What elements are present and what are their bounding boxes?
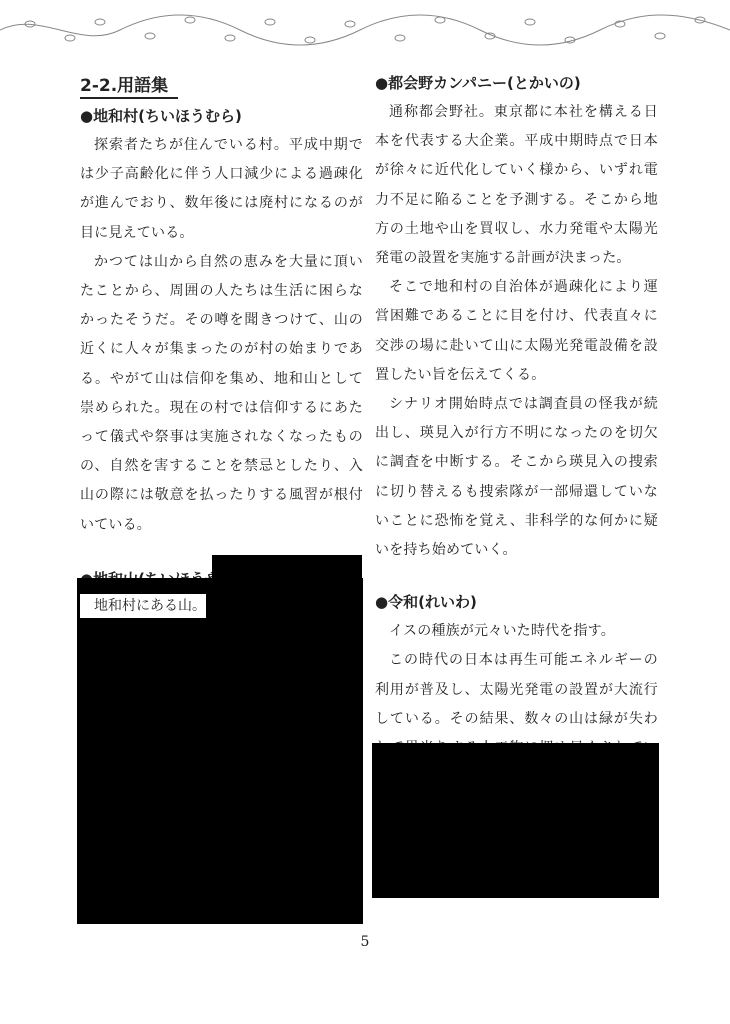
- term-heading-tokaino: ●都会野カンパニー(とかいの): [375, 74, 581, 92]
- term-line-chiwayama: 地和村にある山。: [80, 594, 206, 618]
- page-number: 5: [360, 934, 370, 950]
- term-paragraph: 探索者たちが住んでいる村。平成中期では少子高齢化に伴う人口減少による過疎化が進んでおり、数年後には廃村になるのが目に見えている。: [80, 137, 363, 241]
- term-paragraph: この時代の日本は再生可能エネルギーの利用が普及し、太陽光発電の設置が大流行している。その結果、数々の山は緑が失わ: [375, 652, 658, 727]
- term-paragraph: イスの種族が元々いた時代を指す。: [389, 623, 615, 640]
- term-paragraph: 通称都会野社。東京都に本社を構える日本を代表する大企業。平成中期時点で日本が徐々に近代化していく様から、いずれ電力不足に陥ることを予測する。そこから地方の土地や山を買収し、水力発電や太陽光発電の設置を実施する計画が決まった。: [375, 104, 658, 267]
- right-column: [375, 72, 658, 792]
- decorative-vine-border: [0, 0, 730, 60]
- redacted-block-left-top: [212, 555, 362, 580]
- term-heading-reiwa: ●令和(れいわ): [375, 593, 477, 612]
- term-paragraph: そこで地和村の自治体が過疎化により運営困難であることに目を付け、代表直々に交渉の場に赴いて山に太陽光発電設備を設置したい旨を伝えてくる。: [375, 279, 658, 383]
- left-column: [80, 72, 363, 618]
- redacted-block-left: [77, 578, 363, 924]
- term-paragraph: シナリオ開始時点では調査員の怪我が続出し、瑛見入が行方不明になったのを切欠に調査を中断する。そこから瑛見入の捜索に切り替えるも捜索隊が一部帰還していないことに恐怖を覚え、非科学的な何かに疑いを持ち始めていく。: [375, 396, 658, 559]
- section-title: 2-2.用語集: [80, 75, 178, 99]
- redacted-block-right: [372, 743, 659, 898]
- term-heading-chiwamura: ●地和村(ちいほうむら): [80, 107, 242, 125]
- term-paragraph: かつては山から自然の恵みを大量に頂いたことから、周囲の人たちは生活に困らなかったそうだ。その噂を聞きつけて、山の近くに人々が集まったのが村の始まりである。やがて山は信仰を集め、地和山として崇められた。現在の村では信仰するにあたって儀式や祭事は実施されなくなったものの、自然を害することを禁忌としたり、入山の際には敬意を払ったりする風習が根付いている。: [80, 253, 363, 533]
